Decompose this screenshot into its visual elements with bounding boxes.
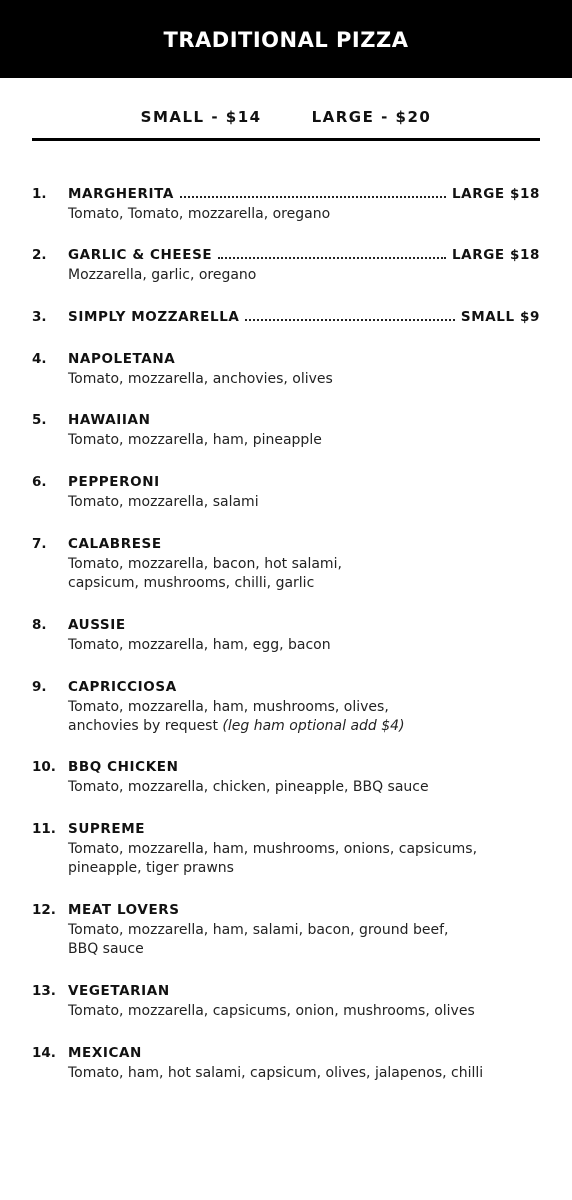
small-price: SMALL - $14	[140, 108, 262, 126]
item-description-line-2: pineapple, tiger prawns	[68, 860, 234, 876]
item-name: PEPPERONI	[68, 474, 160, 490]
item-description: Tomato, ham, hot salami, capsicum, olives, jalapenos, chilli	[68, 1064, 484, 1081]
item-number: 9.	[32, 679, 47, 695]
item-note: (leg ham optional add $4)	[222, 718, 405, 734]
item-name: CAPRICCIOSA	[68, 679, 177, 695]
item-name: HAWAIIAN	[68, 412, 151, 428]
item-description-line-2	[68, 717, 540, 737]
item-number: 1.	[32, 186, 47, 202]
item-description: Tomato, mozzarella, salami	[68, 493, 259, 510]
dot-leader	[245, 319, 454, 321]
item-name: SIMPLY MOZZARELLA	[68, 309, 240, 325]
large-price: LARGE - $20	[311, 108, 432, 126]
item-name: VEGETARIAN	[68, 983, 170, 999]
item-name: GARLIC & CHEESE	[68, 247, 213, 263]
item-description-line-2: capsicum, mushrooms, chilli, garlic	[68, 575, 315, 591]
item-name: MEAT LOVERS	[68, 902, 180, 918]
item-description: Tomato, mozzarella, ham, pineapple	[68, 431, 322, 448]
dot-leader	[180, 196, 446, 198]
item-description: Tomato, mozzarella, ham, mushrooms, olives,	[68, 698, 389, 715]
item-name: NAPOLETANA	[68, 351, 176, 367]
item-description: Tomato, mozzarella, chicken, pineapple, BBQ sauce	[68, 778, 429, 795]
item-description: Mozzarella, garlic, oregano	[68, 266, 257, 283]
item-number: 7.	[32, 536, 47, 552]
item-name: MEXICAN	[68, 1045, 142, 1061]
item-number: 5.	[32, 412, 47, 428]
item-description: Tomato, mozzarella, ham, salami, bacon, ground beef,	[68, 921, 449, 938]
item-name: MARGHERITA	[68, 186, 174, 202]
item-description: Tomato, mozzarella, bacon, hot salami,	[68, 555, 342, 572]
item-number: 11.	[32, 821, 56, 837]
item-number: 8.	[32, 617, 47, 633]
item-name: AUSSIE	[68, 617, 126, 633]
item-number: 4.	[32, 351, 47, 367]
item-description: Tomato, mozzarella, capsicums, onion, mushrooms, olives	[68, 1002, 475, 1019]
header-bar	[0, 0, 572, 78]
item-size-price: SMALL $9	[460, 309, 540, 325]
item-number: 2.	[32, 247, 47, 263]
dot-leader	[218, 257, 446, 259]
item-name: BBQ CHICKEN	[68, 759, 179, 775]
item-number: 12.	[32, 902, 56, 918]
item-number: 6.	[32, 474, 47, 490]
item-description-text: anchovies by request	[68, 718, 218, 734]
item-description: Tomato, mozzarella, ham, mushrooms, onions, capsicums,	[68, 840, 478, 857]
item-description-line-2: BBQ sauce	[68, 941, 144, 957]
page-title: TRADITIONAL PIZZA	[163, 28, 409, 52]
item-description: Tomato, Tomato, mozzarella, oregano	[68, 205, 331, 222]
item-number: 3.	[32, 309, 47, 325]
item-number: 14.	[32, 1045, 56, 1061]
item-size-price: LARGE $18	[451, 186, 540, 202]
item-size-price: LARGE $18	[451, 247, 540, 263]
header-divider	[32, 138, 540, 141]
item-description: Tomato, mozzarella, ham, egg, bacon	[68, 636, 331, 653]
item-name: CALABRESE	[68, 536, 162, 552]
item-number: 10.	[32, 759, 56, 775]
item-number: 13.	[32, 983, 56, 999]
item-name: SUPREME	[68, 821, 146, 837]
base-prices	[0, 108, 572, 126]
item-description: Tomato, mozzarella, anchovies, olives	[68, 370, 333, 387]
